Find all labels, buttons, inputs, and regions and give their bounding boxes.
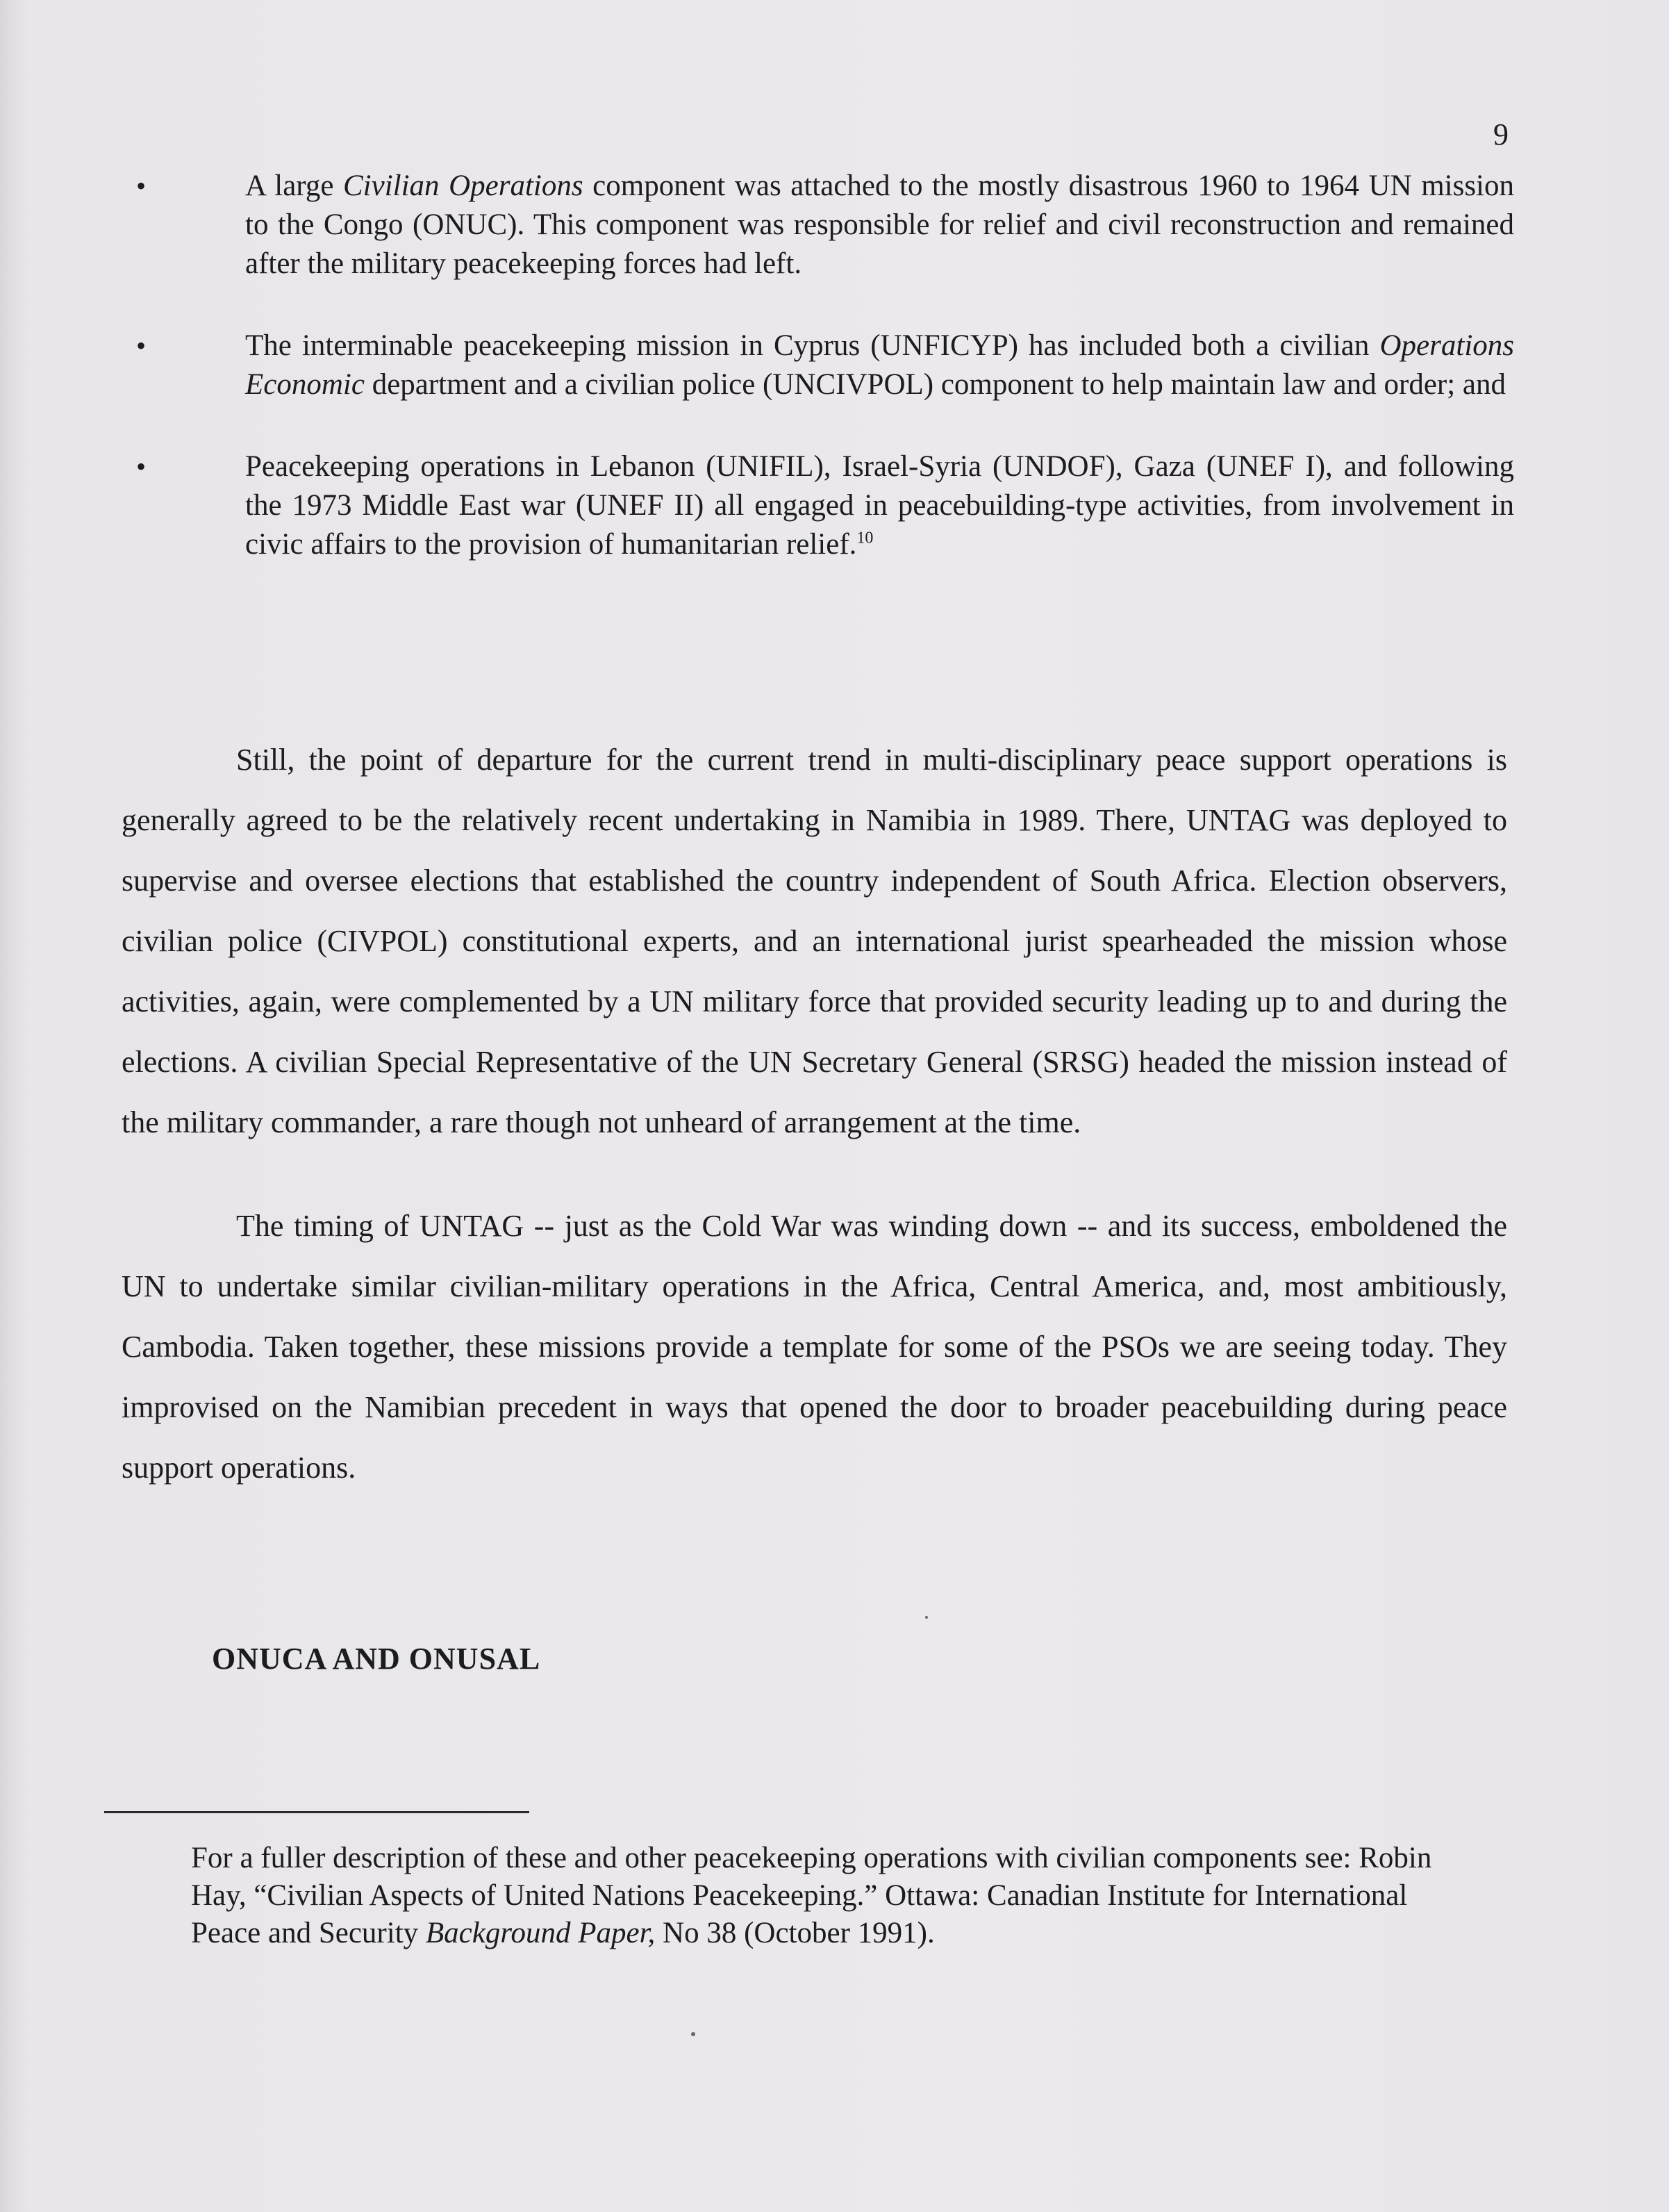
bullet-item-unficyp [132, 327, 1514, 404]
paragraph-namibia: Still, the point of departure for the current trend in multi-disciplinary peace support operations is generally agreed to be the relatively recent undertaking in Namibia in 1989. There, UNTAG was deployed to supervise and oversee elections that established the country independent of South Africa. Election observers, civilian police (CIVPOL) constitutional experts, and an international jurist spearheaded the mission whose activities, again, were complemented by a UN military force that provided security leading up to and during the elections. A civilian Special Representative of the UN Secretary General (SRSG) headed the mission instead of the military commander, a rare though not unheard of arrangement at the time. [122, 743, 1507, 1139]
bullet-emphasis: Operations Economic [245, 329, 1514, 401]
bullet-text: A large [245, 170, 343, 202]
footnote-emphasis: Background Paper, [425, 1917, 656, 1949]
page-number: 9 [1493, 117, 1509, 151]
footnote-text: For a fuller description of these and other peacekeeping operations with civilian components see: Robin Hay, “Civilian Aspects of United Nations Peacekeeping.” Ottawa: Canadian Institute for International Peace and Security [191, 1842, 1432, 1949]
footnote-reference: 10 [856, 529, 874, 547]
bullet-marker: • [136, 451, 147, 482]
bullet-list [132, 167, 1514, 607]
scan-speck [925, 1616, 928, 1619]
bullet-text: component was attached to the mostly disastrous 1960 to 1964 UN mission to the Congo (ONUC). This component was responsible for relief and civil reconstruction and remained after the military peacekeeping forces had left. [245, 170, 1514, 280]
bullet-item-lebanon [132, 447, 1514, 564]
bullet-text: Peacekeeping operations in Lebanon (UNIFIL), Israel-Syria (UNDOF), Gaza (UNEF I), and following the 1973 Middle East war (UNEF II) all engaged in peacebuilding-type activities, from involvement in civic affairs to the provision of humanitarian relief. [245, 450, 1514, 561]
footnote [191, 1840, 1462, 1952]
section-heading: ONUCA AND ONUSAL [212, 1642, 541, 1676]
scan-speck [691, 2032, 695, 2036]
bullet-marker: • [136, 170, 147, 201]
bullet-item-onuc [132, 167, 1514, 283]
body-text [122, 729, 1507, 1541]
paragraph-untag-timing: The timing of UNTAG -- just as the Cold War was winding down -- and its success, emboldened the UN to undertake similar civilian-military operations in the Africa, Central America, and, most ambitiously, Cambodia. Taken together, these missions provide a template for some of the PSOs we are seeing today. They improvised on the Namibian precedent in ways that opened the door to broader peacebuilding during peace support operations. [122, 1209, 1507, 1485]
bullet-text: department and a civilian police (UNCIVPOL) component to help maintain law and order; and [364, 368, 1506, 401]
bullet-emphasis: Civilian Operations [342, 170, 583, 202]
bullet-text: The interminable peacekeeping mission in Cyprus (UNFICYP) has included both a civilian [245, 329, 1380, 362]
footnote-text: No 38 (October 1991). [655, 1917, 935, 1949]
footnote-divider [104, 1811, 529, 1813]
bullet-marker: • [136, 330, 147, 361]
